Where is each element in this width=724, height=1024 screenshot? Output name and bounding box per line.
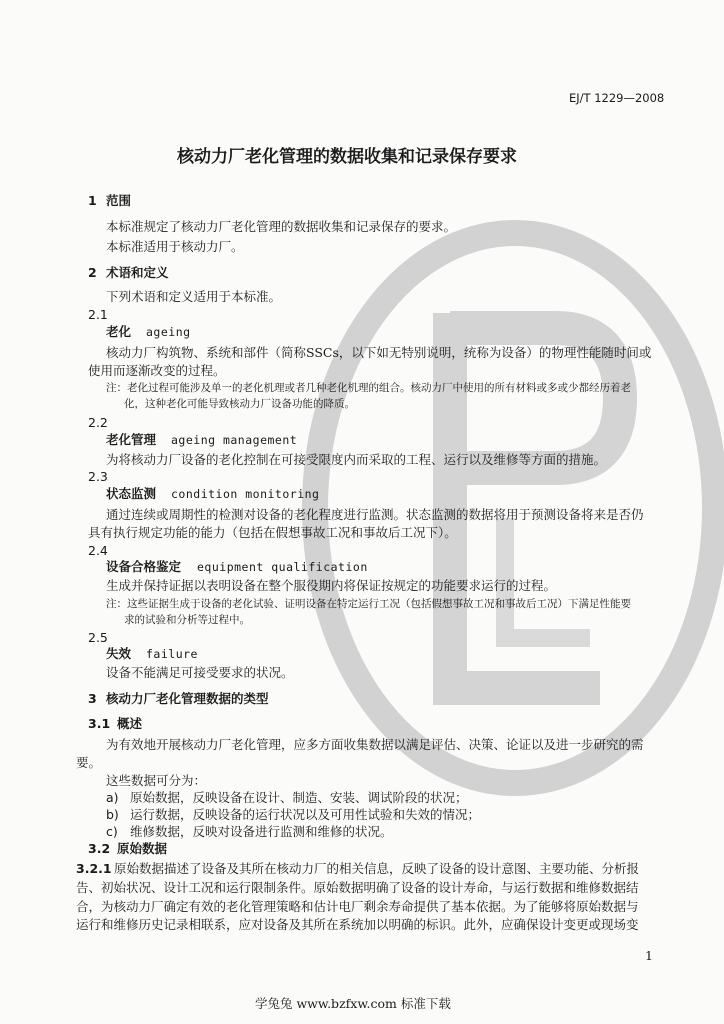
term-2-3-number: 2.3 <box>88 469 108 484</box>
section-2-number: 2 <box>88 265 97 280</box>
list-item-a-text: 原始数据，反映设备在设计、制造、安装、调试阶段的状况； <box>130 790 468 805</box>
term-2-4-cn: 设备合格鉴定 <box>106 559 182 574</box>
list-item-b-marker: b) <box>106 807 119 822</box>
list-item-c-text: 维修数据，反映对设备进行监测和维修的状况。 <box>130 824 393 839</box>
term-2-1-note-1: 注：老化过程可能涉及单一的老化机理或者几种老化机理的组合。核动力厂中使用的所有材料或多或少都经历着老 <box>106 382 631 394</box>
section-3-1-para-1a: 为有效地开展核动力厂老化管理，应多方面收集数据以满足评估、决策、论证以及进一步研究的需 <box>106 737 644 752</box>
section-3-2-heading: 原始数据 <box>117 841 168 856</box>
page-number: 1 <box>645 948 653 963</box>
term-2-5-def-1: 设备不能满足可接受要求的状况。 <box>106 665 294 680</box>
section-1-heading: 范围 <box>106 193 132 208</box>
section-3-heading: 核动力厂老化管理数据的类型 <box>106 691 269 706</box>
term-2-2-def-1: 为将核动力厂设备的老化控制在可接受限度内而采取的工程、运行以及维修等方面的措施。 <box>106 452 607 467</box>
section-3-2-1-line-1: 原始数据描述了设备及其所在核动力厂的相关信息，反映了设备的设计意图、主要功能、分析报 <box>114 861 640 876</box>
section-3-2-1-number: 3.2.1 <box>76 861 112 876</box>
document-title: 核动力厂老化管理的数据收集和记录保存要求 <box>177 147 517 167</box>
footer-watermark-text: 学兔兔 www.bzfxw.com 标准下载 <box>255 996 451 1011</box>
section-3-number: 3 <box>88 691 97 706</box>
list-item-b-text: 运行数据，反映设备的运行状况以及可用性试验和失效的情况； <box>130 807 481 822</box>
term-2-1-number: 2.1 <box>88 307 108 322</box>
term-2-1-def-1: 核动力厂构筑物、系统和部件（简称SSCs，以下如无特别说明，统称为设备）的物理性能随时间或 <box>106 345 652 360</box>
term-2-5-en: failure <box>146 647 198 661</box>
section-3-2-1-line-3: 合，为核动力厂确定有效的老化管理策略和估计电厂剩余寿命提供了基本依据。为了能够将原始数据与 <box>76 899 639 914</box>
term-2-2-number: 2.2 <box>88 415 108 430</box>
section-3-2-number: 3.2 <box>88 841 111 856</box>
section-3-2-1-line-4: 运行和维修历史记录相联系，应对设备及其所在系统加以明确的标识。此外，应确保设计变更或现场变 <box>76 917 639 932</box>
term-2-3-def-2: 具有执行规定功能的能力（包括在假想事故工况和事故后工况下）。 <box>88 525 457 540</box>
term-2-4-note-2: 求的试验和分析等过程中。 <box>124 614 250 626</box>
list-item-a-marker: a) <box>106 790 119 805</box>
section-2-heading: 术语和定义 <box>106 265 169 280</box>
section-1-para-1: 本标准规定了核动力厂老化管理的数据收集和记录保存的要求。 <box>106 219 457 234</box>
term-2-1-cn: 老化 <box>106 324 132 339</box>
term-2-1-note-2: 化，这种老化可能导致核动力厂设备功能的降质。 <box>124 398 355 410</box>
section-1-number: 1 <box>88 193 97 208</box>
term-2-4-number: 2.4 <box>88 543 108 558</box>
section-3-1-para-1b: 要。 <box>76 755 102 770</box>
term-2-4-note-1: 注：这些证据生成于设备的老化试验、证明设备在特定运行工况（包括假想事故工况和事故后工况）下满足性能要 <box>106 598 631 610</box>
term-2-4-en: equipment qualification <box>197 560 368 574</box>
term-2-4-def-1: 生成并保持证据以表明设备在整个服役期内将保证按规定的功能要求运行的过程。 <box>106 578 557 593</box>
term-2-2-en: ageing management <box>171 433 298 447</box>
term-2-1-en: ageing <box>146 325 191 339</box>
section-3-1-heading: 概述 <box>117 716 143 731</box>
section-2-intro: 下列术语和定义适用于本标准。 <box>106 289 282 304</box>
term-2-3-cn: 状态监测 <box>106 486 157 501</box>
term-2-1-def-2: 使用而逐渐改变的过程。 <box>88 363 226 378</box>
term-2-3-def-1: 通过连续或周期性的检测对设备的老化程度进行监测。状态监测的数据将用于预测设备将来是否仍 <box>106 507 644 522</box>
section-3-1-para-2: 这些数据可分为： <box>106 773 207 788</box>
term-2-5-number: 2.5 <box>88 630 108 645</box>
term-2-2-cn: 老化管理 <box>106 432 157 447</box>
term-2-3-en: condition monitoring <box>171 487 320 501</box>
section-1-para-2: 本标准适用于核动力厂。 <box>106 239 244 254</box>
section-3-2-1-line-2: 告、初始状况、设计工况和运行限制条件。原始数据明确了设备的设计寿命，与运行数据和维修数据结 <box>76 880 639 895</box>
standard-code: EJ/T 1229—2008 <box>569 91 665 105</box>
list-item-c-marker: c) <box>106 824 118 839</box>
term-2-5-cn: 失效 <box>106 646 132 661</box>
section-3-1-number: 3.1 <box>88 716 111 731</box>
